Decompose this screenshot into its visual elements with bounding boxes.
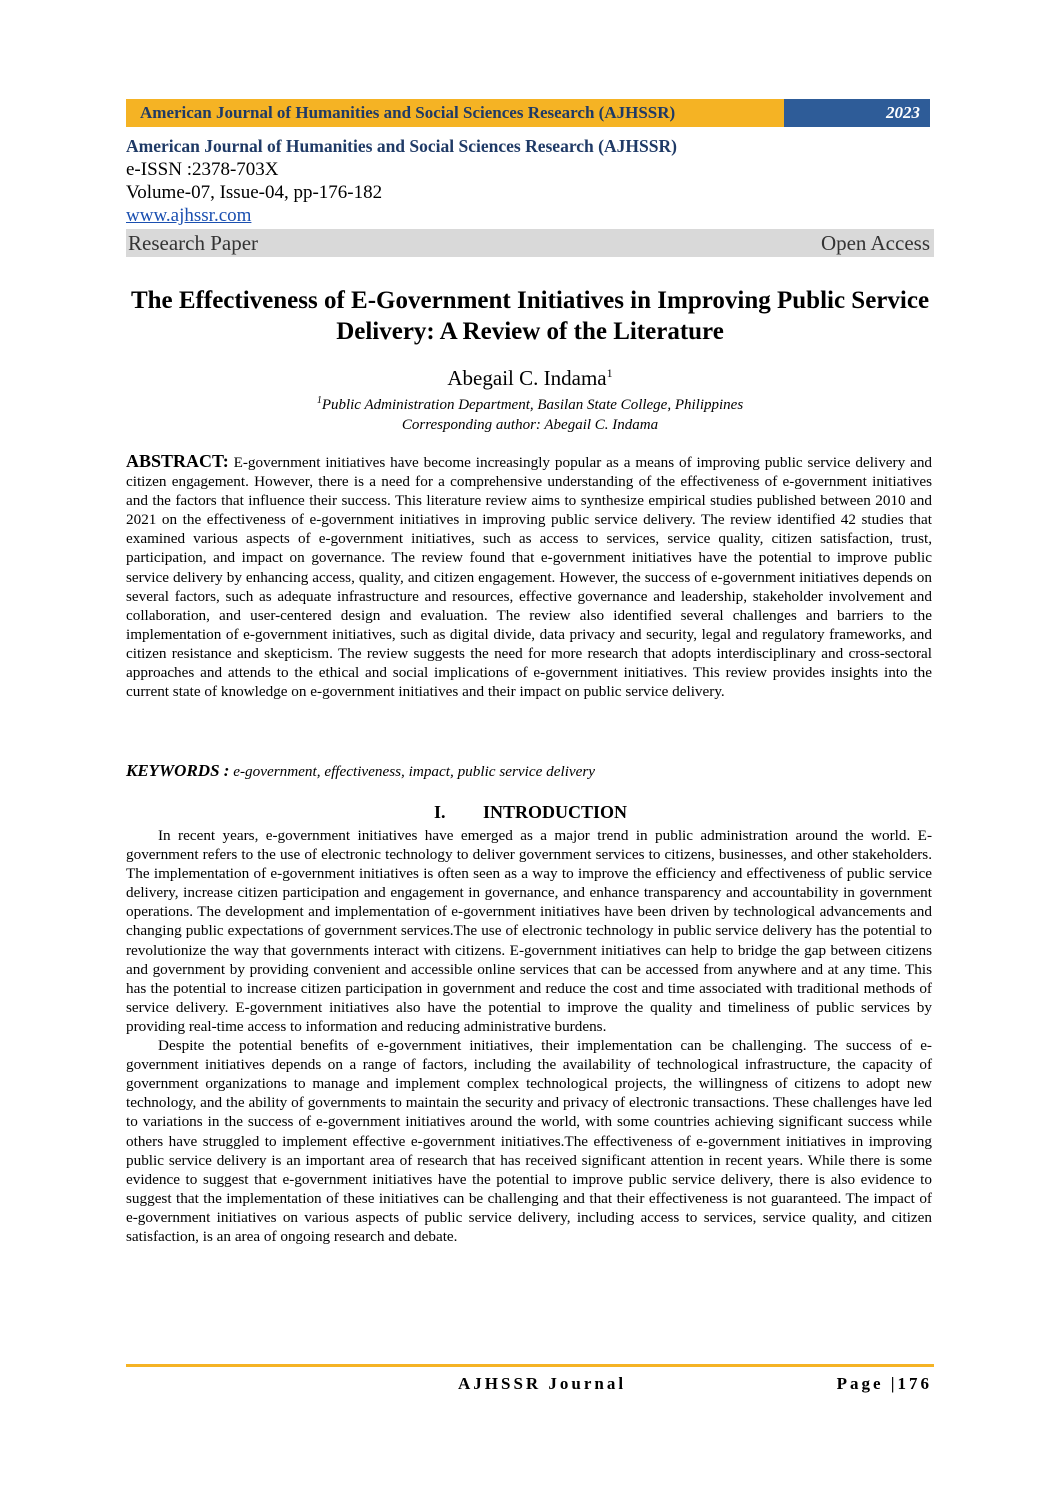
page-label: Page | bbox=[836, 1374, 898, 1393]
corresponding-author: Corresponding author: Abegail C. Indama bbox=[401, 417, 659, 433]
volume-issue: Volume-07, Issue-04, pp-176-182 bbox=[126, 182, 383, 203]
running-header bbox=[126, 99, 930, 127]
abstract-text: E-government initiatives have become increasingly popular as a means of improving public service delivery and citizen engagement. However, there is a need for a comprehensive understanding of the effectiveness of e-government initiatives and the factors that influence their success. This literature review aims to synthesize empirical studies published between 2010 and 2021 on the effectiveness of e-government initiatives in improving public service delivery. The review identified 42 studies that examined various aspects of e-government initiatives, such as access to services, service quality, citizen satisfaction, trust, participation, and impact on governance. The review found that e-government initiatives have the potential to improve public service delivery by enhancing access, quality, and citizen engagement. However, the success of e-government initiatives depends on several factors, such as adequate infrastructure and resources, effective governance and leadership, stakeholder involvement and collaboration, and user-centered design and evaluation. The review also identified several challenges and barriers to the implementation of e-government initiatives, such as digital divide, data privacy and security, legal and regulatory frameworks, and citizen resistance and skepticism. The review suggests the need for more research that adopts interdisciplinary and cross-sectoral approaches and attends to the ethical and social implications of e-government initiatives. This review provides insights into the current state of knowledge on e-government initiatives and their impact on public service delivery. bbox=[126, 454, 933, 701]
introduction-body bbox=[126, 826, 932, 1246]
access-type: Open Access bbox=[820, 231, 930, 255]
journal-url-link[interactable]: www.ajhssr.com bbox=[126, 205, 252, 226]
abstract bbox=[126, 452, 932, 701]
keywords bbox=[126, 761, 932, 782]
author-superscript: 1 bbox=[606, 366, 613, 380]
header-journal-name: American Journal of Humanities and Social Sciences Research (AJHSSR) bbox=[126, 99, 784, 127]
footer-page bbox=[837, 1372, 932, 1396]
journal-meta bbox=[126, 134, 934, 257]
paragraph: Despite the potential benefits of e-government initiatives, their implementation can be challenging. The success of e-government initiatives depends on a range of factors, including the availability of technological infrastructure, the capacity of government organizations to manage and implement complex technological projects, the willingness of citizens to adopt new technology, and the ability of governments to maintain the security and privacy of electronic transactions. These challenges have led to variations in the success of e-government initiatives around the world, with some countries achieving significant success while others have struggled to implement effective e-government initiatives.The effectiveness of e-government initiatives in improving public service delivery is an important area of research that has received significant attention in recent years. While there is some evidence to suggest that e-government initiatives have the potential to improve public service delivery, there is also evidence to suggest that the implementation of these initiatives can be challenging and that their effectiveness is not guaranteed. The impact of e-government initiatives on various aspects of public service delivery, including access to services, service quality, and citizen satisfaction, is an area of ongoing research and debate. bbox=[126, 1037, 932, 1245]
footer-journal: AJHSSR Journal bbox=[458, 1374, 627, 1393]
affiliation: $^1$Public Administration Department, Basilan State College, Philippines bbox=[316, 395, 744, 413]
paper-type: Research Paper bbox=[128, 231, 259, 255]
section-title: INTRODUCTION bbox=[483, 802, 628, 822]
affiliation-block bbox=[126, 391, 934, 435]
paper-type-bar bbox=[126, 229, 934, 257]
section-number: I. bbox=[434, 802, 446, 822]
affiliation-superscript: 1 bbox=[316, 395, 322, 406]
footer-rule bbox=[126, 1364, 934, 1367]
page-number: 176 bbox=[897, 1374, 932, 1393]
journal-name: American Journal of Humanities and Social Sciences Research (AJHSSR) bbox=[126, 136, 677, 156]
eissn: e-ISSN :2378-703X bbox=[126, 159, 279, 180]
author-name: Abegail C. Indama bbox=[447, 366, 607, 390]
header-year: 2023 bbox=[784, 99, 930, 127]
paragraph: In recent years, e-government initiatives have emerged as a major trend in public administration around the world. E-government refers to the use of electronic technology to deliver government services to citizens, businesses, and other stakeholders. The implementation of e-government initiatives is often seen as a way to improve the efficiency and effectiveness of public service delivery, increase citizen participation and engagement in governance, and enhance transparency and accountability in government operations. The development and implementation of e-government initiatives have been driven by technological advancements and changing public expectations of government services.The use of electronic technology in public service delivery has the potential to revolutionize the way that governments interact with citizens. E-government initiatives can help to bridge the gap between citizens and government by providing convenient and accessible online services that can be accessed from anywhere and at any time. This has the potential to increase citizen participation in government and reduce the cost and time associated with traditional methods of service delivery. E-government initiatives also have the potential to improve the quality and timeliness of public services by providing real-time access to information and reducing administrative burdens. bbox=[126, 827, 932, 1035]
keywords-text: e-government, effectiveness, impact, public service delivery bbox=[233, 763, 596, 780]
paper-title: The Effectiveness of E-Government Initiatives in Improving Public Service Delivery: A Review of the Literature bbox=[130, 287, 930, 345]
abstract-label: ABSTRACT: bbox=[126, 451, 229, 471]
keywords-label: KEYWORDS : bbox=[126, 761, 230, 780]
author-line bbox=[126, 360, 934, 391]
